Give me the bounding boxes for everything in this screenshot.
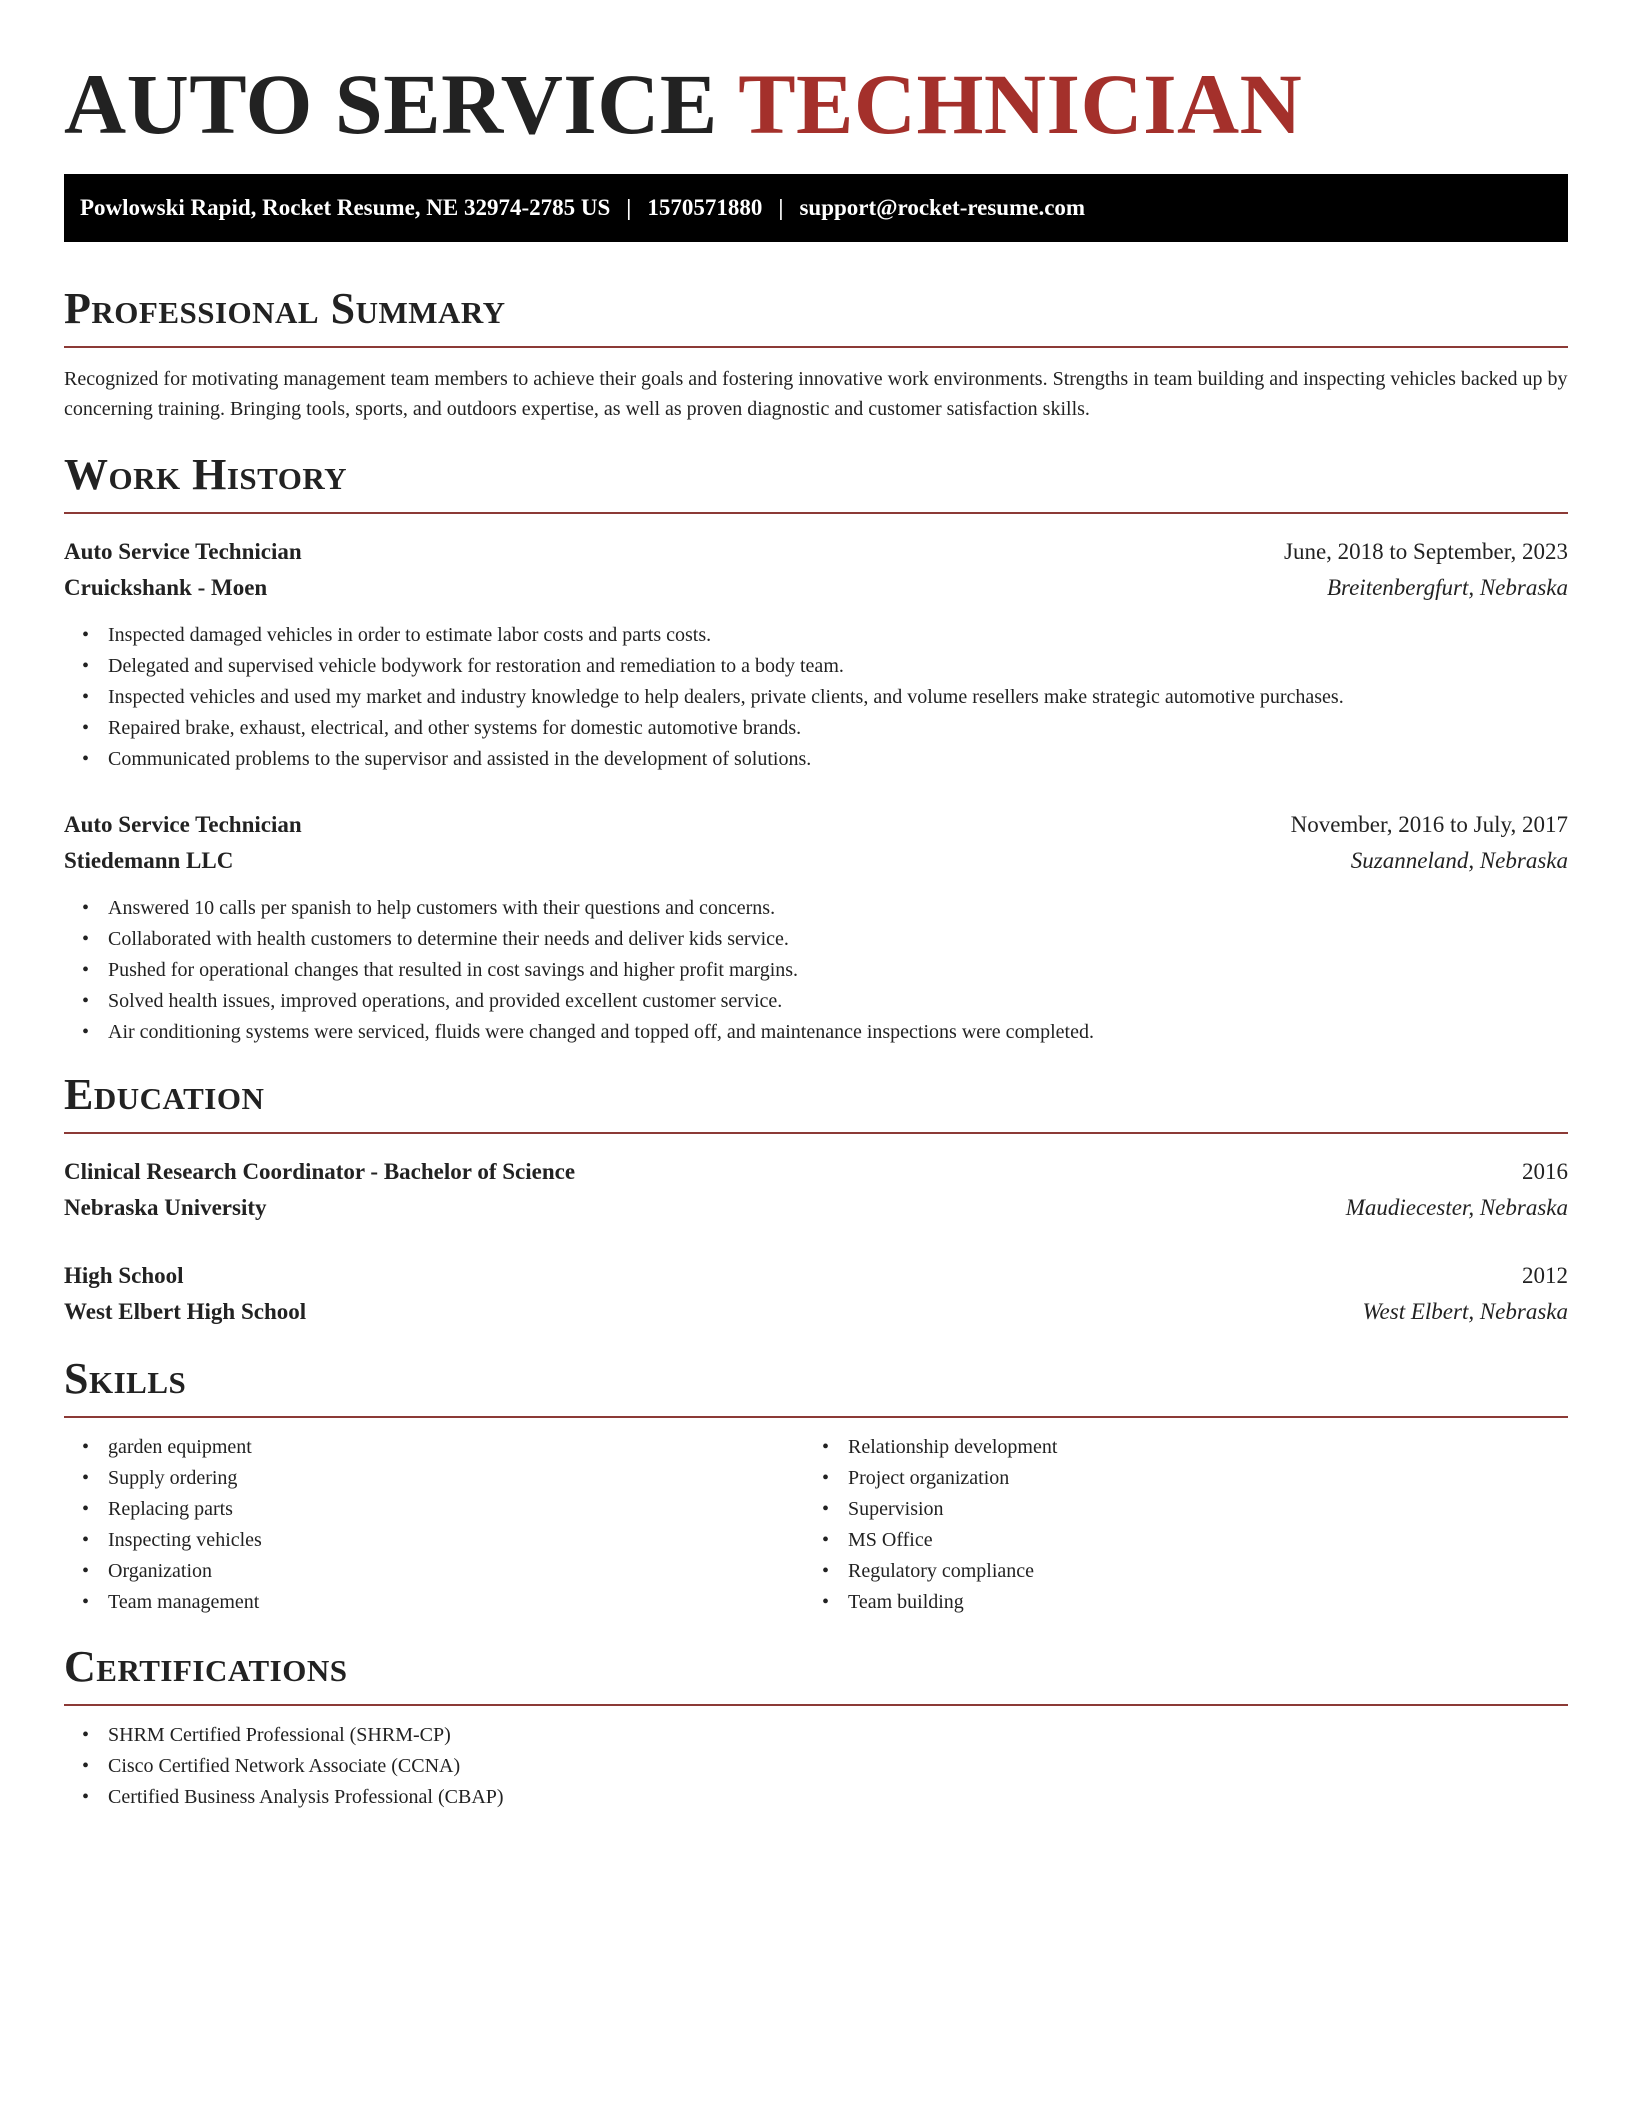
list-item: • MS Office	[848, 1525, 1544, 1556]
job-company-row	[64, 570, 1568, 606]
list-item: • Pushed for operational changes that resulted in cost savings and higher profit margins.	[108, 955, 1568, 986]
job-company-row	[64, 843, 1568, 879]
list-item: • Repaired brake, exhaust, electrical, and other systems for domestic automotive brands.	[108, 713, 1568, 744]
list-item: • Replacing parts	[108, 1494, 804, 1525]
education-header-row	[64, 1154, 1568, 1190]
education-year: 2016	[1522, 1159, 1568, 1184]
list-item: • Communicated problems to the supervisor and assisted in the development of solutions.	[108, 744, 1568, 775]
section-title-skills: Skills	[64, 1354, 1568, 1418]
list-item: • Delegated and supervised vehicle bodywork for restoration and remediation to a body team.	[108, 651, 1568, 682]
job-dates: November, 2016 to July, 2017	[1290, 812, 1568, 837]
list-item: • Team building	[848, 1587, 1544, 1618]
summary-text: Recognized for motivating management team members to achieve their goals and fostering innovative work environments. Strengths in team building and inspecting vehicles backed up by concerning training. Bringing tools, sports, and outdoors expertise, as well as proven diagnostic and customer satisfaction skills.	[64, 368, 1568, 420]
education-year: 2012	[1522, 1263, 1568, 1288]
job-entry	[64, 534, 1568, 775]
skills-list	[64, 1432, 804, 1618]
education-degree: High School	[64, 1263, 184, 1288]
skills-list	[804, 1432, 1544, 1618]
contact-separator: |	[778, 195, 784, 220]
list-item: • Team management	[108, 1587, 804, 1618]
contact-separator: |	[626, 195, 632, 220]
list-item: • Project organization	[848, 1463, 1544, 1494]
section-title-certifications: Certifications	[64, 1642, 1568, 1706]
list-item: • Cisco Certified Network Associate (CCNA)	[108, 1751, 1568, 1782]
job-bullets	[64, 893, 1568, 1048]
education-school-row	[64, 1190, 1568, 1226]
job-company: Cruickshank - Moen	[64, 575, 268, 600]
list-item: • Inspected vehicles and used my market and industry knowledge to help dealers, private clients, and volume resellers make strategic automotive purchases.	[108, 682, 1568, 713]
contact-bar	[64, 174, 1568, 242]
list-item: • garden equipment	[108, 1432, 804, 1463]
job-location: Suzanneland, Nebraska	[1350, 848, 1568, 873]
education-location: Maudiecester, Nebraska	[1345, 1195, 1568, 1220]
education-school-row	[64, 1294, 1568, 1330]
certifications-list	[64, 1720, 1568, 1813]
list-item: • Inspected damaged vehicles in order to estimate labor costs and parts costs.	[108, 620, 1568, 651]
education-entry	[64, 1154, 1568, 1226]
list-item: • Organization	[108, 1556, 804, 1587]
list-item: • Relationship development	[848, 1432, 1544, 1463]
list-item: • Inspecting vehicles	[108, 1525, 804, 1556]
job-location: Breitenbergfurt, Nebraska	[1326, 575, 1568, 600]
job-header-row	[64, 534, 1568, 570]
job-header-row	[64, 807, 1568, 843]
list-item: • Answered 10 calls per spanish to help customers with their questions and concerns.	[108, 893, 1568, 924]
contact-phone: 1570571880	[647, 195, 763, 220]
list-item: • Supervision	[848, 1494, 1544, 1525]
list-item: • SHRM Certified Professional (SHRM-CP)	[108, 1720, 1568, 1751]
job-title: Auto Service Technician	[64, 812, 302, 837]
resume-name	[64, 58, 1568, 150]
education-school: Nebraska University	[64, 1195, 267, 1220]
education-school: West Elbert High School	[64, 1299, 307, 1324]
contact-address: Powlowski Rapid, Rocket Resume, NE 32974-2785 US	[80, 195, 611, 220]
list-item: • Collaborated with health customers to determine their needs and deliver kids service.	[108, 924, 1568, 955]
contact-email: support@rocket-resume.com	[799, 195, 1086, 220]
job-entry	[64, 807, 1568, 1048]
list-item: • Regulatory compliance	[848, 1556, 1544, 1587]
list-item: • Supply ordering	[108, 1463, 804, 1494]
job-title: Auto Service Technician	[64, 539, 302, 564]
list-item: • Air conditioning systems were serviced, fluids were changed and topped off, and maintenance inspections were completed.	[108, 1017, 1568, 1048]
job-bullets	[64, 620, 1568, 775]
list-item: • Certified Business Analysis Professional (CBAP)	[108, 1782, 1568, 1813]
section-title-education: Education	[64, 1070, 1568, 1134]
skills-column-right	[804, 1432, 1544, 1618]
education-degree: Clinical Research Coordinator - Bachelor of Science	[64, 1159, 576, 1184]
education-entry	[64, 1258, 1568, 1330]
education-header-row	[64, 1258, 1568, 1294]
name-first: AUTO SERVICE	[64, 56, 718, 152]
job-company: Stiedemann LLC	[64, 848, 234, 873]
skills-grid	[64, 1432, 1568, 1618]
section-title-work-history: Work History	[64, 450, 1568, 514]
section-title-summary: Professional Summary	[64, 284, 1568, 348]
name-last: TECHNICIAN	[738, 56, 1303, 152]
skills-column-left	[64, 1432, 804, 1618]
education-location: West Elbert, Nebraska	[1362, 1299, 1568, 1324]
resume-page	[64, 0, 1568, 1813]
list-item: • Solved health issues, improved operations, and provided excellent customer service.	[108, 986, 1568, 1017]
job-dates: June, 2018 to September, 2023	[1284, 539, 1568, 564]
